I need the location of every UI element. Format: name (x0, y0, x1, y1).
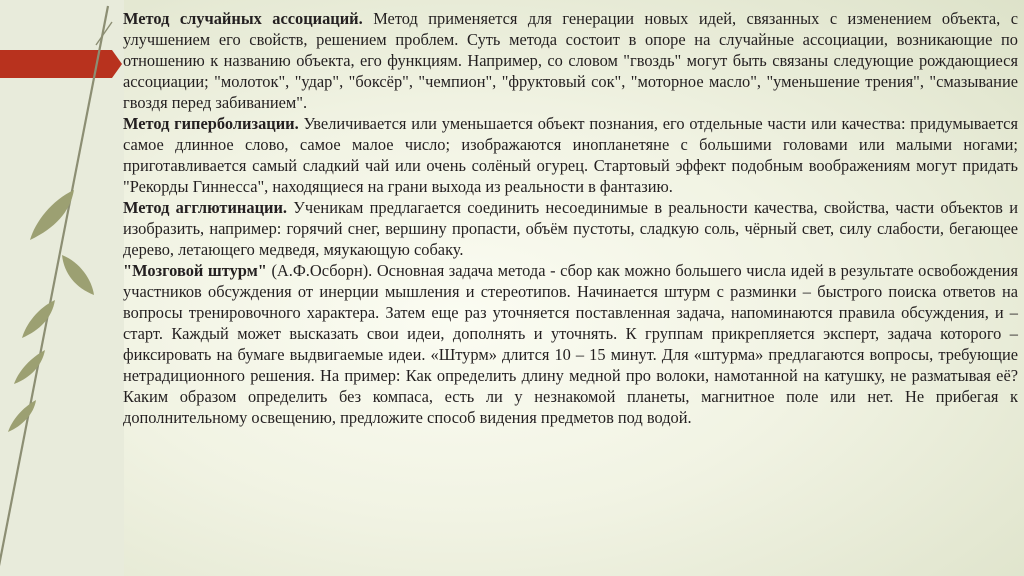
leaf-4 (14, 350, 45, 384)
term-random-associations: Метод случайных ассоциаций. (123, 9, 363, 28)
paragraph-random-associations (123, 8, 1018, 113)
term-hyperbolization: Метод гиперболизации. (123, 114, 299, 133)
plant-decoration (0, 0, 124, 576)
text-brainstorm: (А.Ф.Осборн). Основная задача метода - сбор как можно большего числа идей в результате освобождения участников обсуждения от инерции мышления и стереотипов. Начинается штурм с разминки – быстрого поиска ответов на вопросы тренировочного характера. Затем еще раз уточняется поставленная задача, напоминаются правила обсуждения, и – старт. Каждый может высказать свои идеи, дополнять и уточнять. К группам прикрепляется эксперт, задача которого – фиксировать на бумаге выдвигаемые идеи. «Штурм» длится 10 – 15 минут. Для «штурма» предлагаются вопросы, требующие нетрадиционного решения. На пример: Как определить длину медной про волоки, намотанной на катушку, не разматывая её? Каким образом определить без компаса, есть ли у незнакомой планеты, магнитное поле или нет. Не прибегая к дополнительному освещению, предложите способ видения предметов под водой. (123, 261, 1018, 427)
text-random-associations: Метод применяется для генерации новых идей, связанных с изменением объекта, с улучшением его свойств, решением проблем. Суть метода состоит в опоре на случайные ассоциации, возникающие по отношению к названию объекта, его функциям. Например, со словом "гвоздь" могут быть связаны следующие рождающиеся ассоциации; "молоток", "удар", "боксёр", "чемпион", "фруктовый сок", "моторное масло", "уменьшение трения", "смазывание гвоздя перед забиванием". (123, 9, 1018, 112)
leaf-5 (8, 400, 36, 432)
paragraph-brainstorm (123, 260, 1018, 428)
paragraph-agglutination (123, 197, 1018, 260)
red-arrow-shape (0, 50, 122, 78)
term-agglutination: Метод агглютинации. (123, 198, 287, 217)
text-body (123, 8, 1018, 428)
term-brainstorm: "Мозговой штурм" (123, 261, 267, 280)
leaf-2 (62, 255, 94, 295)
text-hyperbolization: Увеличивается или уменьшается объект познания, его отдельные части или качества: придумывается самое длинное слово, самое малое число; изображаются инопланетяне с большими головами или малыми ногами; приготавливается самый сладкий чай или очень солёный огурец. Стартовый эффект подобным воображениям могут придать "Рекорды Гиннесса", находящиеся на грани выхода из реальности в фантазию. (123, 114, 1018, 196)
text-agglutination: Ученикам предлагается соединить несоединимые в реальности качества, свойства, части объектов и изобразить, например: горячий снег, вершину пропасти, объём пустоты, сладкую соль, чёрный свет, силу слабости, бегающее дерево, летающего медведя, мяукающую собаку. (123, 198, 1018, 259)
leaf-3 (22, 300, 55, 338)
paragraph-hyperbolization (123, 113, 1018, 197)
